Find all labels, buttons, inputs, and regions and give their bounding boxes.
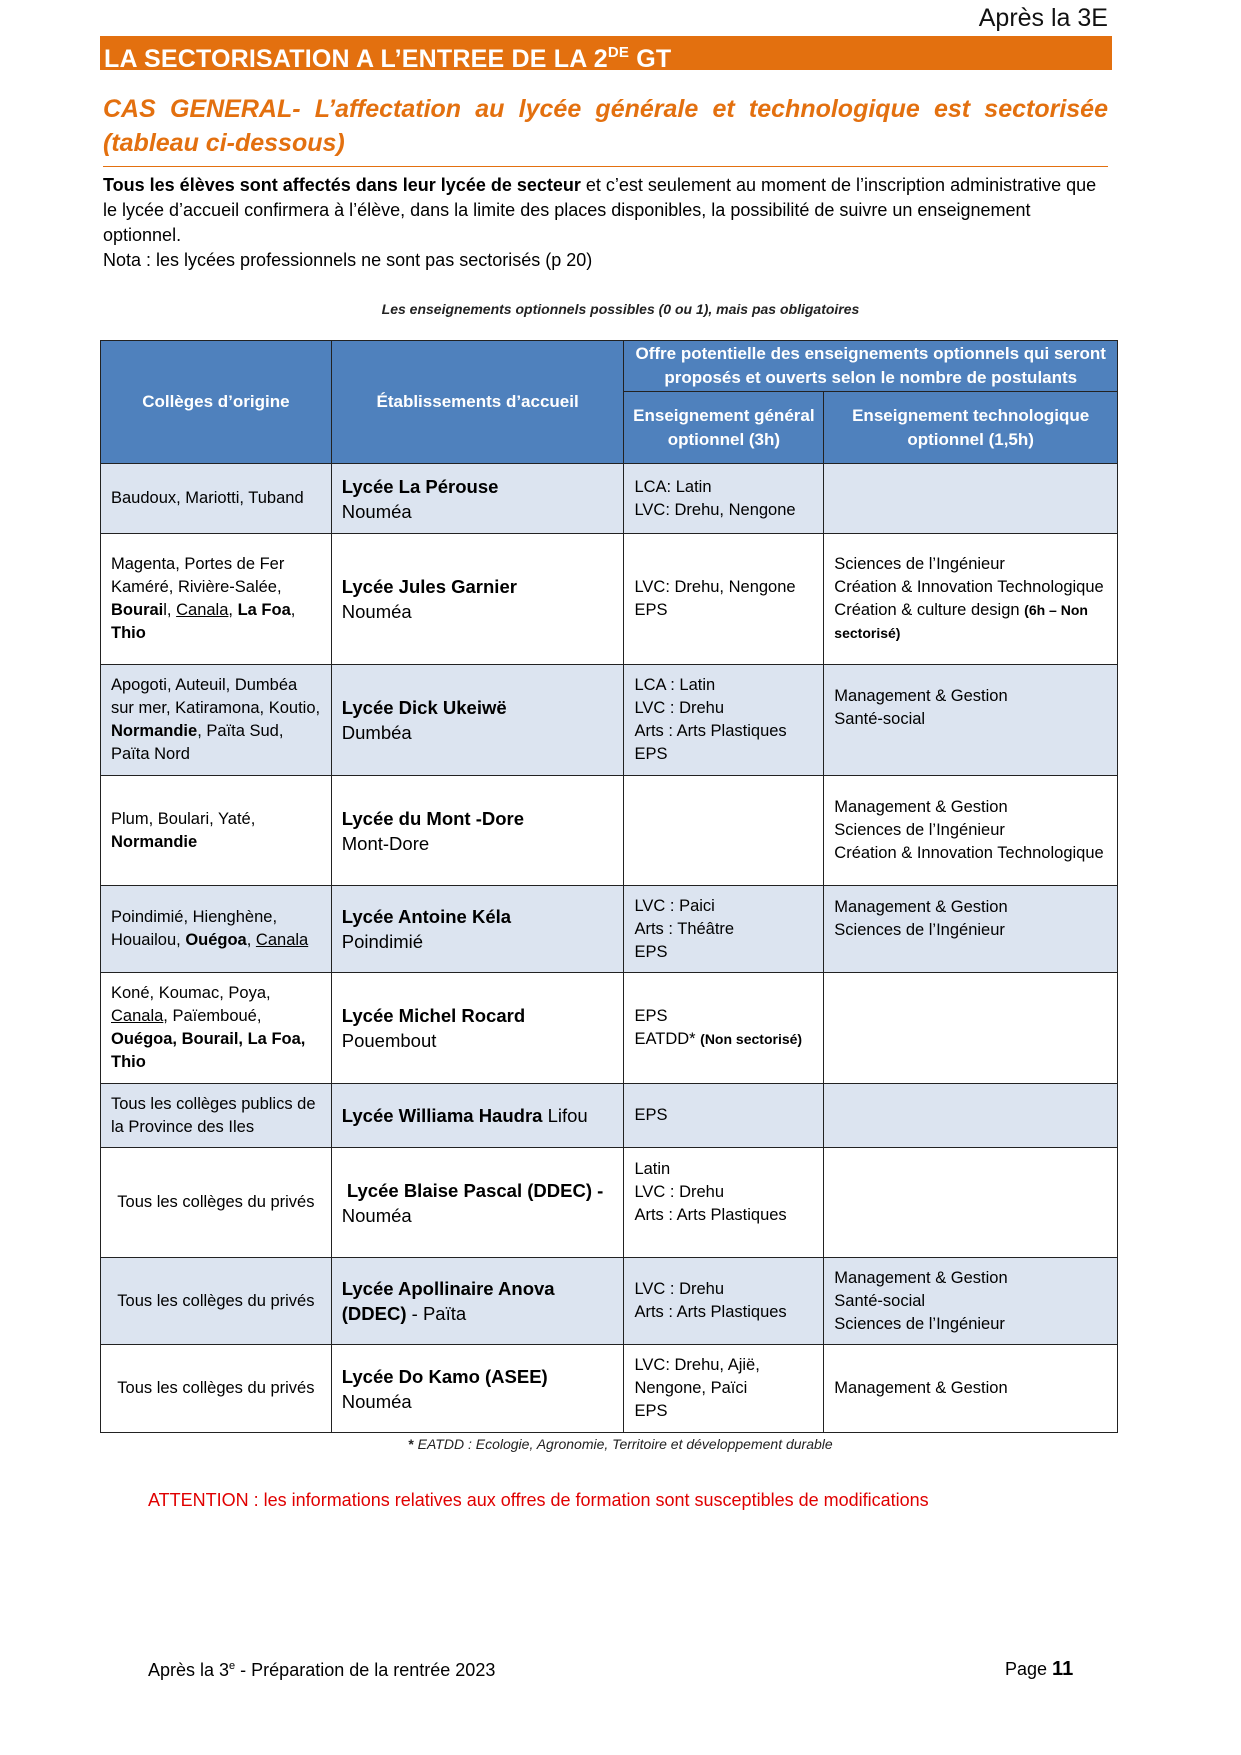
page-number [1005, 1658, 1073, 1681]
banner-title-sup: DE [607, 44, 630, 61]
gen-item: EPS [634, 1106, 668, 1124]
intro-rest: et c’est seulement au moment de l’inscription administrative que le lycée d’accueil confirmera à l’élève, dans la limite des places disponibles, la possibilité de suivre un enseignement optionnel. [103, 175, 1097, 245]
gen-item: EPS [634, 601, 668, 619]
general-cell [624, 776, 824, 886]
tech-item: Création & Innovation Technologique [834, 578, 1104, 596]
lycee-city: Païta [422, 1303, 467, 1324]
origin-cell [101, 665, 332, 776]
section-banner [100, 36, 1112, 73]
lycee-name: Lycée Michel Rocard [341, 1005, 526, 1026]
attention-notice: ATTENTION : les informations relatives aux offres de formation sont susceptibles de modifications [148, 1490, 929, 1510]
etablissement-cell [331, 1148, 624, 1258]
table-row [101, 1084, 1118, 1148]
gen-item: Latin [634, 1160, 671, 1178]
gen-item: LVC : Drehu [634, 699, 725, 717]
origin-text: Apogoti, Auteuil, Dumbéa sur mer, Katiramona, Koutio, [111, 676, 321, 717]
lycee-city: Mont-Dore [341, 832, 430, 854]
etablissement-cell [331, 973, 624, 1084]
header-general: Enseignement général optionnel (3h) [624, 392, 824, 464]
origin-bold: Bourai [111, 601, 164, 619]
footer-left-a: Après la 3 [148, 1660, 230, 1680]
etablissement-cell [331, 1345, 624, 1433]
origin-text: , Païemboué, [163, 1007, 262, 1025]
intro-nota: Nota : les lycées professionnels ne sont pas sectorisés (p 20) [103, 250, 593, 270]
general-cell [624, 973, 824, 1084]
origin-text: , [228, 601, 238, 619]
table-row [101, 1258, 1118, 1345]
origin-text: , Païta Sud, Païta Nord [111, 722, 284, 763]
tech-cell [824, 886, 1118, 973]
lycee-name: Lycée Blaise Pascal (DDEC) [346, 1179, 592, 1201]
gen-item: EATDD* [634, 1030, 701, 1048]
tech-item: Création & culture design [834, 601, 1025, 619]
gen-item: EPS [634, 1402, 668, 1420]
origin-bold: Normandie [111, 722, 198, 740]
origin-cell [101, 1345, 332, 1433]
etablissement-cell [331, 776, 624, 886]
tech-item: Management & Gestion [834, 687, 1008, 705]
tech-cell [824, 1148, 1118, 1258]
origin-cell [101, 464, 332, 534]
gen-item: Arts : Arts Plastiques [634, 722, 787, 740]
general-cell [624, 665, 824, 776]
origin-text: Magenta, Portes de Fer Kaméré, Rivière-Salée, [111, 555, 285, 596]
tech-item: Santé-social [834, 1291, 926, 1310]
footnote-star: * [408, 1436, 418, 1452]
general-cell [624, 1148, 824, 1258]
origin-text: Poindimié, Hienghène, Houailou, [111, 908, 278, 949]
origin-bold: Thio [111, 624, 146, 642]
tech-item: Sciences de l’Ingénieur [834, 555, 1005, 573]
origin-text: Plum, Boulari, Yaté, [111, 809, 256, 828]
gen-item: LVC: Drehu, Ajië, Nengone, Païci [634, 1356, 760, 1397]
gen-item: EPS [634, 942, 668, 961]
origin-bold: Ouégoa [185, 931, 247, 949]
lycee-name: Lycée La Pérouse [341, 475, 499, 497]
origin-bold: La Foa [237, 601, 291, 619]
section-title: CAS GENERAL- L’affectation au lycée générale et technologique est sectorisée (tableau ci-dessous) [103, 92, 1108, 167]
footer-left-sup: e [229, 1660, 236, 1672]
page-number-value: 11 [1052, 1658, 1074, 1680]
etablissement-cell [331, 665, 624, 776]
tech-cell [824, 776, 1118, 886]
page-corner-label: Après la 3E [978, 4, 1108, 32]
etablissement-cell [331, 534, 624, 665]
general-cell [624, 1258, 824, 1345]
tech-cell [824, 1084, 1118, 1148]
lycee-name: Lycée du Mont -Dore [341, 807, 525, 829]
general-cell [624, 1345, 824, 1433]
tech-cell [824, 973, 1118, 1084]
origin-cell [101, 1258, 332, 1345]
gen-item: LVC : Drehu [634, 1183, 725, 1201]
banner-title-end: GT [629, 45, 672, 73]
tech-item: Management & Gestion [834, 798, 1008, 816]
tech-cell [824, 665, 1118, 776]
origin-text: Koné, Koumac, Poya, [111, 984, 271, 1002]
footnote-text: EATDD : Ecologie, Agronomie, Territoire et développement durable [417, 1436, 833, 1452]
gen-item: Arts : Arts Plastiques [634, 1303, 787, 1321]
origin-cell [101, 776, 332, 886]
lycee-city: Nouméa [341, 1390, 412, 1412]
lycee-city: Nouméa [341, 1204, 412, 1226]
gen-item: LCA : Latin [634, 676, 716, 694]
table-caption: Les enseignements optionnels possibles (0 ou 1), mais pas obligatoires [381, 301, 860, 317]
lycee-name: Lycée Antoine Kéla [341, 906, 512, 927]
origin-cell [101, 886, 332, 973]
general-cell [624, 886, 824, 973]
origin-text: Baudoux, Mariotti, Tuband [111, 489, 304, 507]
tech-cell [824, 1258, 1118, 1345]
general-cell [624, 464, 824, 534]
banner-title: LA SECTORISATION A L’ENTREE DE LA 2 [104, 45, 608, 73]
etablissement-cell [331, 1258, 624, 1345]
gen-item: Arts : Théâtre [634, 919, 735, 938]
origin-cell [101, 534, 332, 665]
lycee-name: Lycée Dick Ukeiwë [341, 697, 507, 718]
lycee-name: Lycée Apollinaire Anova (DDEC) [341, 1278, 555, 1324]
header-origin: Collèges d’origine [101, 341, 332, 464]
lycee-city: Lifou [542, 1105, 588, 1126]
header-tech: Enseignement technologique optionnel (1,5h) [824, 392, 1118, 464]
gen-item: LVC : Drehu [634, 1280, 725, 1298]
table-row [101, 973, 1118, 1084]
origin-text: Tous les collèges du privés [117, 1291, 315, 1310]
tech-item: Management & Gestion [834, 898, 1008, 916]
tech-item: Création & Innovation Technologique [834, 844, 1104, 862]
table-row [101, 886, 1118, 973]
origin-underlined: Canala [111, 1007, 164, 1025]
lycee-name: Lycée Williama Haudra [341, 1105, 543, 1126]
tech-item: Sciences de l’Ingénieur [834, 921, 1005, 939]
etablissement-cell [331, 1084, 624, 1148]
tech-item: Santé-social [834, 710, 926, 728]
tech-item: Management & Gestion [834, 1268, 1008, 1287]
lycee-city: Nouméa [341, 500, 412, 522]
origin-text: , [290, 601, 296, 619]
gen-item: EPS [634, 1007, 668, 1025]
gen-item: LVC: Drehu, Nengone [634, 500, 796, 519]
tech-item: Sciences de l’Ingénieur [834, 1314, 1005, 1333]
lycee-city: Pouembout [341, 1030, 437, 1051]
table-row [101, 534, 1118, 665]
table-footnote [0, 1436, 1241, 1452]
table-row [101, 464, 1118, 534]
lycee-name: Lycée Do Kamo (ASEE) [341, 1365, 548, 1387]
sectorisation-table [100, 340, 1118, 1433]
gen-item: LVC: Drehu, Nengone [634, 578, 796, 596]
general-cell [624, 1084, 824, 1148]
lycee-separator: - [591, 1179, 604, 1201]
gen-item: LCA: Latin [634, 477, 712, 496]
origin-underlined: Canala [255, 931, 309, 949]
header-etablissement: Établissements d’accueil [331, 341, 624, 464]
etablissement-cell [331, 464, 624, 534]
origin-text: l, [163, 601, 177, 619]
origin-cell [101, 1084, 332, 1148]
origin-text: Tous les collèges du privés [117, 1379, 315, 1397]
table-row [101, 776, 1118, 886]
gen-note: (Non sectorisé) [700, 1031, 803, 1047]
footer-left-b: - Préparation de la rentrée 2023 [235, 1660, 496, 1680]
header-offer: Offre potentielle des enseignements optionnels qui seront proposés et ouverts selon le nombre de postulants [624, 341, 1118, 392]
etablissement-cell [331, 886, 624, 973]
gen-item: EPS [634, 745, 668, 763]
tech-item: Management & Gestion [834, 1379, 1008, 1397]
tech-cell [824, 464, 1118, 534]
page-label: Page [1005, 1659, 1053, 1679]
origin-bold: Ouégoa, Bourail, La Foa, Thio [111, 1030, 306, 1071]
origin-text: , [246, 931, 256, 949]
lycee-name: Lycée Jules Garnier [341, 576, 517, 597]
intro-bold-lead: Tous les élèves sont affectés dans leur lycée de secteur [103, 175, 581, 195]
table-row [101, 1345, 1118, 1433]
intro-paragraph [103, 173, 1109, 248]
table-row [101, 665, 1118, 776]
origin-cell [101, 973, 332, 1084]
intro-text [103, 173, 1109, 273]
lycee-city: Poindimié [341, 931, 424, 952]
lycee-city: Nouméa [341, 601, 412, 622]
origin-underlined: Canala [176, 601, 229, 619]
origin-text: Tous les collèges du privés [117, 1193, 315, 1211]
lycee-city: Dumbéa [341, 722, 412, 743]
tech-item: Sciences de l’Ingénieur [834, 821, 1005, 839]
tech-note: (6h – Non sectorisé) [834, 602, 1088, 641]
tech-cell [824, 534, 1118, 665]
origin-bold: Normandie [111, 832, 198, 851]
gen-item: Arts : Arts Plastiques [634, 1206, 787, 1224]
origin-cell [101, 1148, 332, 1258]
table-row [101, 1148, 1118, 1258]
footer-title [148, 1660, 495, 1681]
origin-text: Tous les collèges publics de la Province des Iles [111, 1094, 316, 1136]
general-cell [624, 534, 824, 665]
lycee-separator: - [406, 1303, 423, 1324]
gen-item: LVC : Paici [634, 896, 715, 915]
tech-cell [824, 1345, 1118, 1433]
